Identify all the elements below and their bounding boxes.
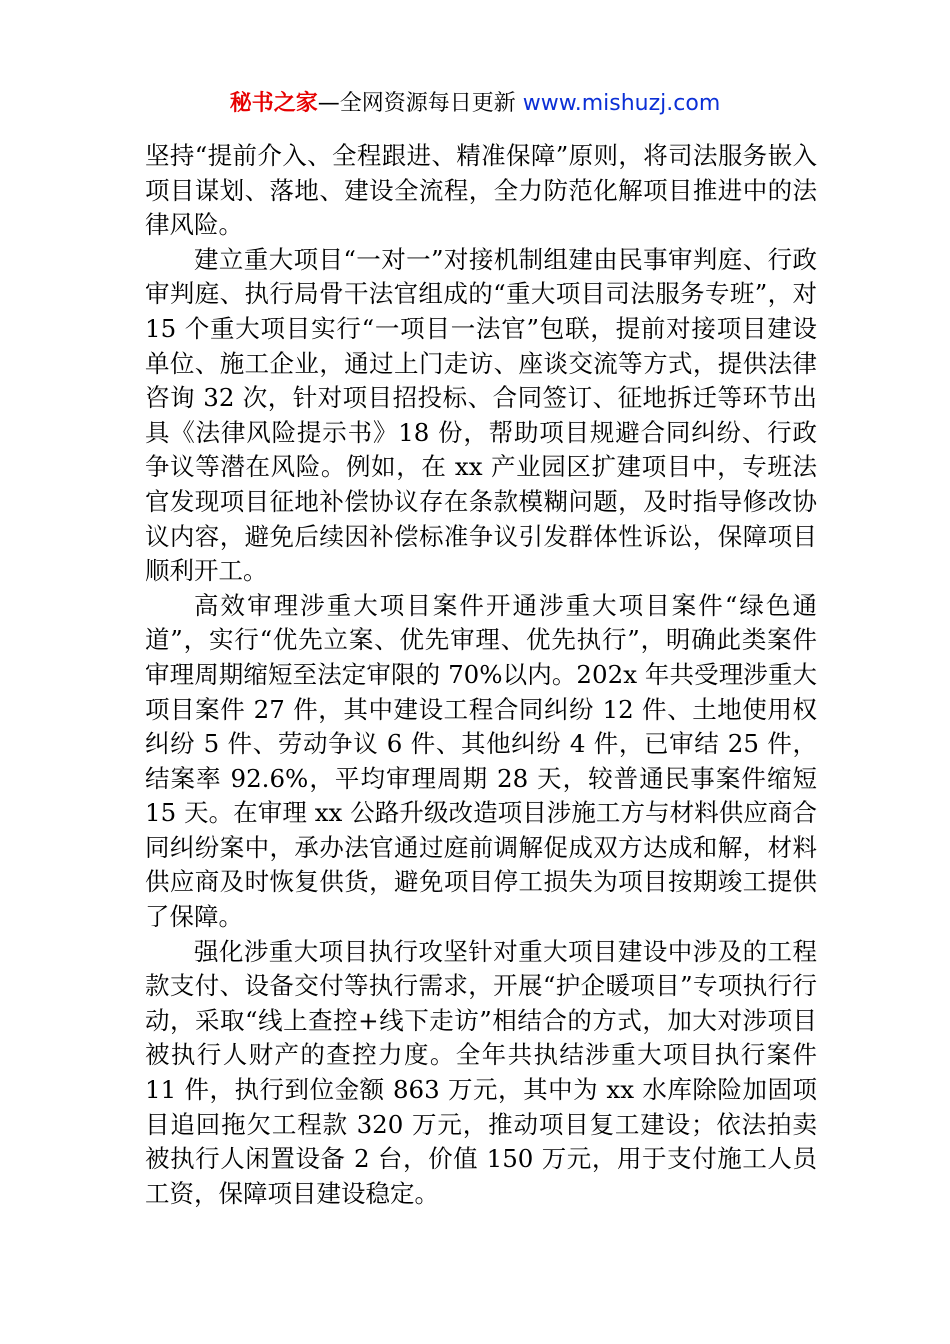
site-header [0, 88, 950, 120]
document-body [145, 139, 817, 1211]
header-slogan: —全网资源每日更新 [317, 91, 516, 116]
paragraph-efficient-trial: 高效审理涉重大项目案件开通涉重大项目案件“绿色通道”，实行“优先立案、优先审理、优先执行”，明确此类案件审理周期缩短至法定审限的 70%以内。202x 年共受理涉重大项目案件 27 件，其中建设工程合同纠纷 12 件、土地使用权纠纷 5 件、劳动争议 6 件、其他纠纷 4 件，已审结 25 件，结案率 92.6%，平均审理周期 28 天，较普通民事案件缩短 15 天。在审理 xx 公路升级改造项目涉施工方与材料供应商合同纠纷案中，承办法官通过庭前调解促成双方达成和解，材料供应商及时恢复供货，避免项目停工损失为项目按期竣工提供了保障。 [145, 590, 817, 932]
paragraph-enforcement: 强化涉重大项目执行攻坚针对重大项目建设中涉及的工程款支付、设备交付等执行需求，开展“护企暖项目”专项执行行动，采取“线上查控+线下走访”相结合的方式，加大对涉项目被执行人财产的查控力度。全年共执结涉重大项目执行案件 11 件，执行到位金额 863 万元，其中为 xx 水库除险加固项目追回拖欠工程款 320 万元，推动项目复工建设；依法拍卖被执行人闲置设备 2 台，价值 150 万元，用于支付施工人员工资，保障项目建设稳定。 [145, 936, 817, 1208]
paragraph-continuation: 坚持“提前介入、全程跟进、精准保障”原则，将司法服务嵌入项目谋划、落地、建设全流程，全力防范化解项目推进中的法律风险。 [145, 141, 817, 240]
brand-name: 秘书之家 [229, 91, 318, 116]
paragraph-one-on-one-mechanism: 建立重大项目“一对一”对接机制组建由民事审判庭、行政审判庭、执行局骨干法官组成的“重大项目司法服务专班”，对 15 个重大项目实行“一项目一法官”包联，提前对接项目建设单位、施工企业，通过上门走访、座谈交流等方式，提供法律咨询 32 次，针对项目招投标、合同签订、征地拆迁等环节出具《法律风险提示书》18 份，帮助项目规避合同纠纷、行政争议等潜在风险。例如，在 xx 产业园区扩建项目中，专班法官发现项目征地补偿协议存在条款模糊问题，及时指导修改协议内容，避免后续因补偿标准争议引发群体性诉讼，保障项目顺利开工。 [145, 244, 817, 586]
site-url-link[interactable]: www.mishuzj.com [522, 91, 721, 116]
